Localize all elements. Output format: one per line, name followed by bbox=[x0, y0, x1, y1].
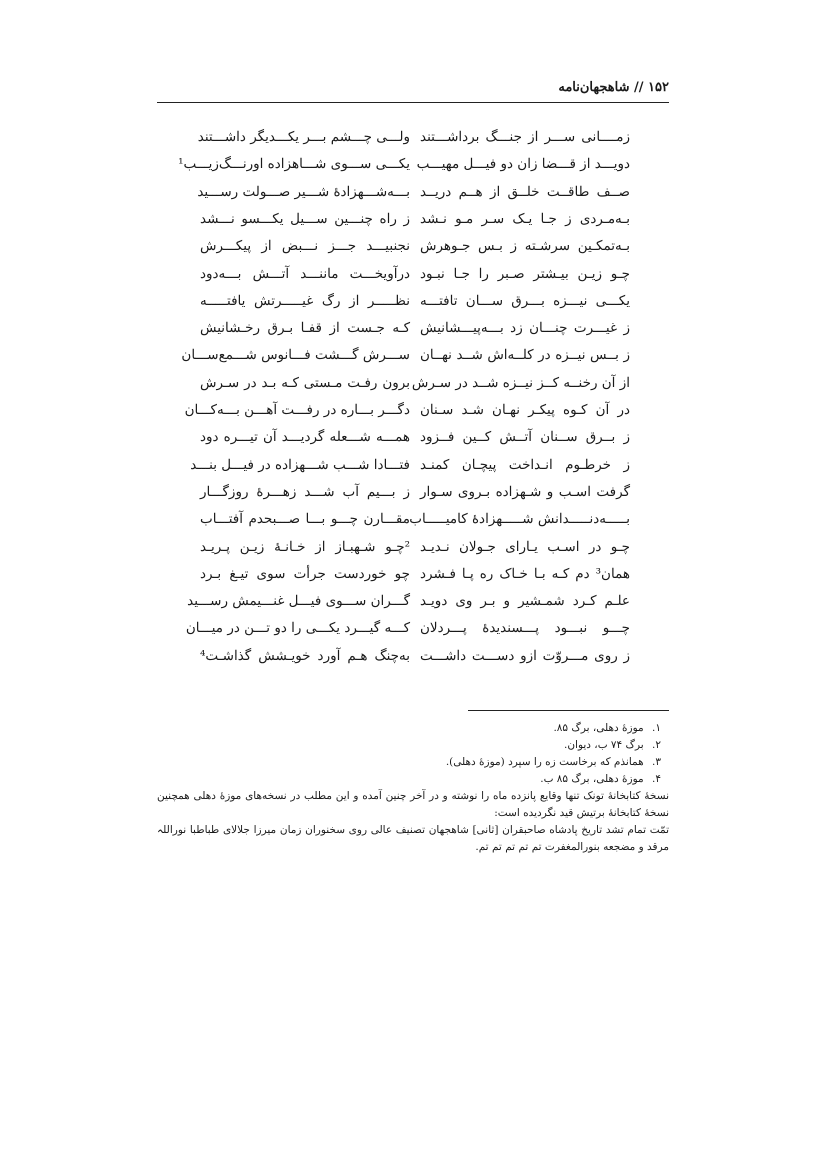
verse-15 bbox=[0, 506, 826, 532]
verse-17 bbox=[0, 561, 826, 587]
footnote-1 bbox=[157, 720, 669, 737]
footnote-rule bbox=[468, 710, 669, 711]
verse-8 bbox=[0, 315, 826, 341]
hemistich-left: به‌چنگ هـم آورد خویـشش گذاشـت⁴ bbox=[200, 647, 410, 664]
verse-6 bbox=[0, 261, 826, 287]
hemistich-right: بـه‌تمکـین سرشـته ز بـس جـوهرش bbox=[420, 238, 630, 255]
hemistich-left: چو خوردست جرأت سوی تیـغ بـرد bbox=[200, 565, 410, 582]
footnote-number: ۴. bbox=[652, 773, 661, 785]
verse-20 bbox=[0, 643, 826, 669]
verse-9 bbox=[0, 342, 826, 368]
hemistich-left: ولـــی چـــشم بـــر یکـــدیگر داشـــتند bbox=[197, 129, 410, 145]
hemistich-right: زمــــانی ســـر از جنـــگ برداشـــتند bbox=[420, 129, 630, 145]
verse-10 bbox=[0, 370, 826, 396]
hemistich-left: برون رفـت مـستی کـه بـد در سـرش bbox=[200, 374, 410, 391]
hemistich-right: صــف طاقــت خلــق از هــم دریــد bbox=[420, 183, 630, 200]
footnotes bbox=[157, 720, 669, 856]
footnote-2 bbox=[157, 737, 669, 754]
hemistich-right: بـه‌مـردی ز جـا یـک سـر مـو نـشد bbox=[420, 210, 630, 227]
hemistich-right: چـو در اسـب یـارای جـولان نـدیـد bbox=[420, 538, 630, 555]
verse-7 bbox=[0, 288, 826, 314]
verse-14 bbox=[0, 479, 826, 505]
header-rule bbox=[157, 102, 669, 103]
hemistich-left: همـــه شـــعله گردیـــد آن تیـــره دود bbox=[200, 429, 410, 446]
hemistich-left: نظـــــر از رگ غیـــــرتش یافتـــــه bbox=[200, 292, 410, 309]
footnote-number: ۳. bbox=[652, 756, 661, 768]
hemistich-right: ز غیـــرت چنـــان زد بـــه‌پیـــشانیش bbox=[420, 320, 630, 337]
hemistich-left: ســـرش گـــشت فـــانوس شـــمع‌ســـان bbox=[181, 347, 410, 364]
hemistich-right: در آن کـوه پیکـر نهـان شـد سـنان bbox=[420, 402, 630, 418]
footnote-number: ۱. bbox=[652, 722, 661, 734]
hemistich-right: بـــــه‌دنـــــدانش شـــــهزادۀ کامیـــــاب bbox=[409, 511, 630, 528]
hemistich-right: از آن رخنــه کــز نیــزه شــد در سـرش bbox=[411, 374, 630, 391]
running-head: ۱۵۲ // شاهجهان‌نامه bbox=[558, 80, 669, 95]
verse-3 bbox=[0, 179, 826, 205]
hemistich-left: کـــه گیـــرد یکـــی را دو تـــن در میـــان bbox=[185, 620, 410, 637]
hemistich-left: کـه جـست از قفـا بـرق رخـشانیش bbox=[200, 320, 410, 337]
hemistich-left: ز راه چنـــین ســـیل یکـــسو نـــشد bbox=[200, 210, 410, 227]
hemistich-left: دگـــر بـــاره در رفـــت آهـــن بـــه‌کـــان bbox=[184, 402, 410, 418]
footnote-text: همانذم که برخاست زه را سپرد (موزۀ دهلی). bbox=[445, 756, 644, 768]
hemistich-right: ز روی مـــروّت ازو دســـت داشـــت bbox=[420, 647, 630, 664]
verse-1 bbox=[0, 124, 826, 150]
verse-19 bbox=[0, 615, 826, 641]
footnote-number: ۲. bbox=[652, 739, 661, 751]
footnote-4 bbox=[157, 771, 669, 788]
footnote-text: برگ ۷۴ ب، دیوان. bbox=[563, 739, 644, 751]
verse-12 bbox=[0, 424, 826, 450]
verse-11 bbox=[0, 397, 826, 423]
hemistich-right: همان³ دم کـه بـا خـاک ره پـا فـشرد bbox=[420, 565, 630, 582]
verse-2 bbox=[0, 151, 826, 177]
verse-5 bbox=[0, 233, 826, 259]
hemistich-left: نجنبیـــد جـــز نـــبض از پیکـــرش bbox=[200, 238, 410, 255]
hemistich-right: ز خرطـوم انـداخت پیچـان کمنـد bbox=[420, 456, 630, 473]
hemistich-left: بـــه‌شـــهزادۀ شـــیر صـــولت رســـید bbox=[197, 183, 410, 200]
hemistich-left: ز بـــیم آب شـــد زهـــرۀ روزگـــار bbox=[200, 483, 410, 500]
hemistich-right: گرفت اسـب و شـهزاده بـروی سـوار bbox=[420, 483, 630, 500]
hemistich-left: فتـــادا شـــب شـــهزاده در فیـــل بنـــد bbox=[190, 456, 410, 473]
hemistich-left: درآویخـــت ماننـــد آتـــش بـــه‌دود bbox=[200, 265, 410, 282]
footnote-paragraph-2: تمّت تمام تشد تاریخ پادشاه صاحبقران [ثانی] شاهجهان تصنیف عالی روی سخنوران زمان میرزا جلالای طباطبا نوراللہ مرقد و مضجعه بنورالمغفرت تم تم تم تم تم. bbox=[157, 824, 669, 853]
verse-13 bbox=[0, 452, 826, 478]
hemistich-right: علـم کـرد شمـشیر و بـر وی دویـد bbox=[420, 593, 630, 610]
footnote-text: موزۀ دهلی، برگ ۸۵. bbox=[553, 722, 644, 734]
hemistich-right: ز بــرق ســنان آتــش کــین فــزود bbox=[420, 429, 630, 446]
hemistich-left: یکـــی ســـوی شـــاهزاده اورنـــگ‌زیـــب¹ bbox=[178, 156, 410, 173]
verse-18 bbox=[0, 588, 826, 614]
hemistich-right: ز بــس نیــزه در کلــه‌اش شــد نهــان bbox=[420, 347, 630, 364]
verse-4 bbox=[0, 206, 826, 232]
hemistich-left: ²چـو شـهبـاز از خـانـۀ زیـن پـریـد bbox=[200, 538, 410, 555]
hemistich-left: مقـــارن چـــو بـــا صـــبحدم آفتـــاب bbox=[200, 511, 410, 528]
footnote-3 bbox=[157, 754, 669, 771]
footnote-text: موزۀ دهلی، برگ ۸۵ ب. bbox=[540, 773, 644, 785]
footnote-paragraph-1: نسخۀ کتابخانۀ تونک تنها وقایع پانزده ماه را نوشته و در آخر چنین آمده و این مطلب در نسخه‌های موزۀ دهلی همچنین نسخۀ کتابخانۀ برتیش قید نگردیده است: bbox=[157, 790, 669, 819]
hemistich-right: چـو زیـن بیـشتر صـبر را جـا نبـود bbox=[420, 265, 630, 282]
hemistich-left: گـــران ســـوی فیـــل غنـــیمش رســـید bbox=[187, 593, 410, 610]
hemistich-right: دویـــد از قـــضا زان دو فیـــل مهیـــب bbox=[416, 156, 630, 173]
hemistich-right: یکـــی نیـــزه بـــرق ســـان تافتـــه bbox=[420, 292, 630, 309]
verse-16 bbox=[0, 534, 826, 560]
hemistich-right: چـــو نبـــود پـــسندیدۀ پـــردلان bbox=[420, 620, 630, 637]
